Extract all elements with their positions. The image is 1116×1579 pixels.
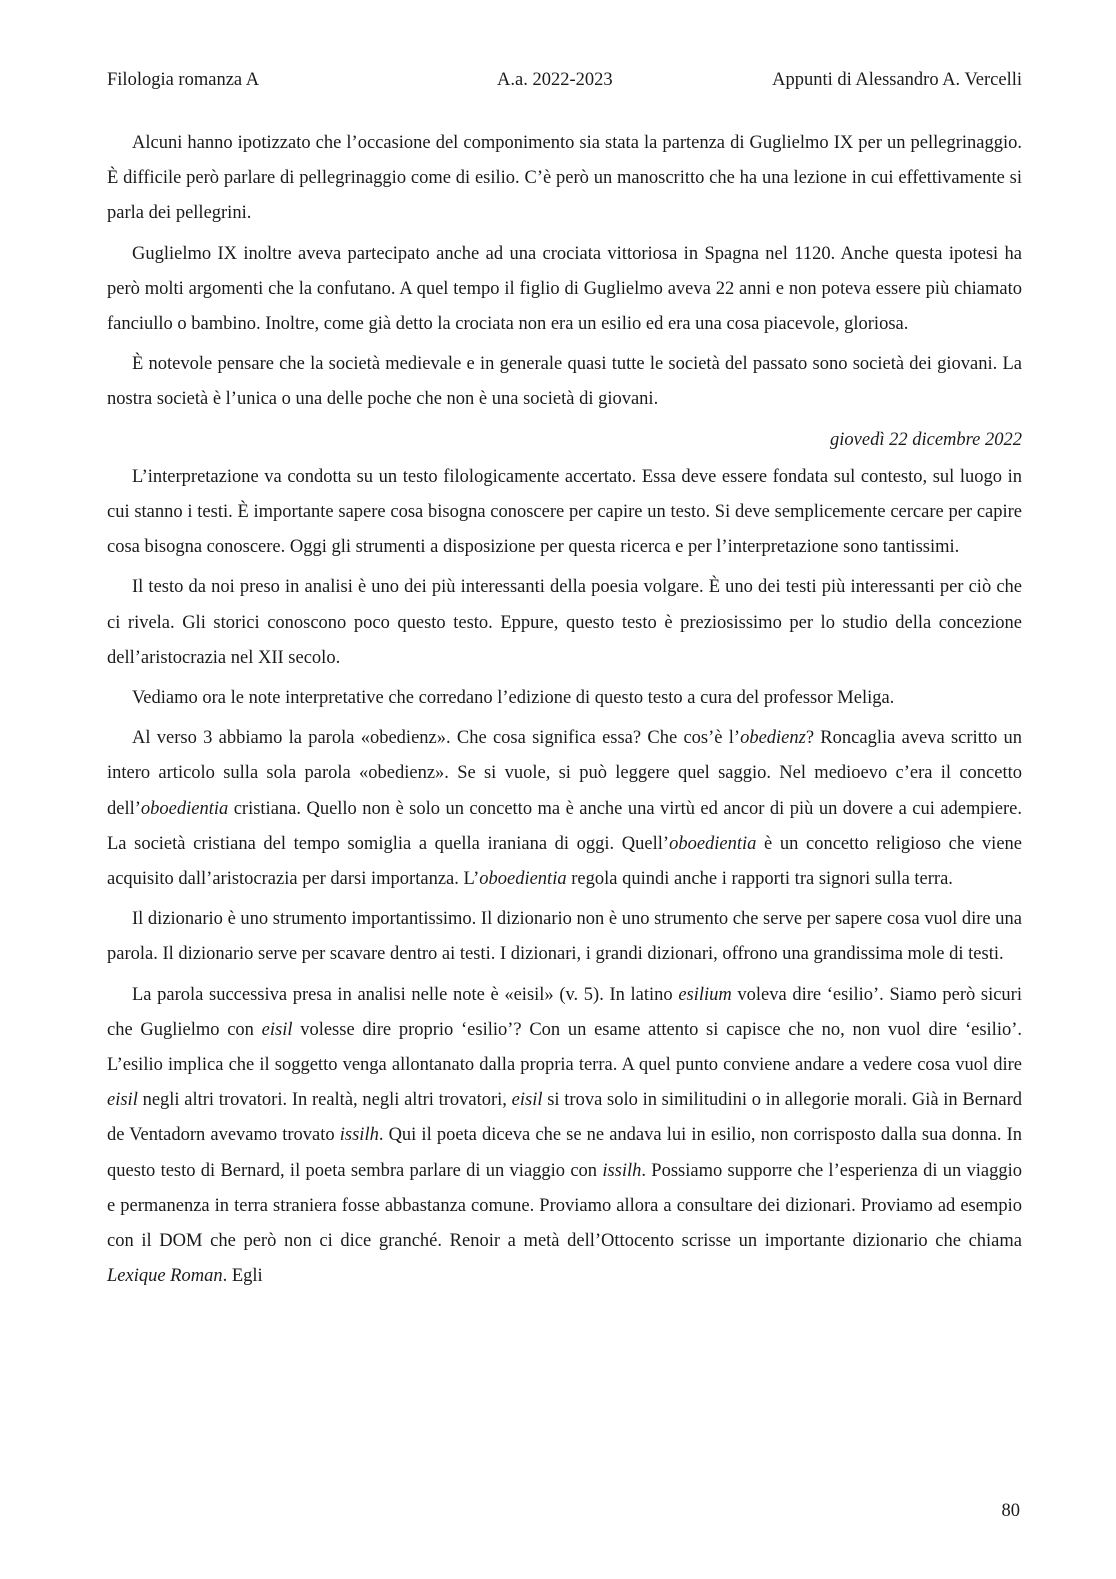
text-segment: negli altri trovatori. In realtà, negli altri trovatori,	[137, 1090, 512, 1111]
text-segment: La parola successiva presa in analisi nelle note è «eisil» (v. 5). In latino	[132, 984, 679, 1005]
italic-term: issilh	[339, 1125, 379, 1146]
text-segment: regola quindi anche i rapporti tra signori sulla terra.	[566, 869, 953, 890]
text-segment: Al verso 3 abbiamo la parola «obedienz». Che cosa significa essa? Che cos’è l’	[132, 728, 741, 749]
lecture-date: giovedì 22 dicembre 2022	[830, 429, 1022, 450]
text-segment: Guglielmo IX inoltre aveva partecipato anche ad una crociata vittoriosa in Spagna nel 1120. Anche questa ipotesi ha però molti argomenti che la confutano. A quel tempo il figlio di Guglielmo aveva 22 anni e non poteva essere più chiamato fanciullo o bambino. Inoltre, come già detto la crociata non era un esilio ed era una cosa piacevole, gloriosa.	[107, 243, 1022, 335]
page-number: 80	[1001, 1501, 1020, 1521]
paragraph-4	[107, 460, 1022, 566]
text-segment: Vediamo ora le note interpretative che corredano l’edizione di questo testo a cura del professor Meliga.	[132, 688, 895, 709]
body-text	[107, 126, 1022, 1300]
text-segment: cristiana. Quello non è solo un concetto ma è anche una virtù ed ancor di più un dovere a cui adempiere. La società cristiana del tempo somiglia a quella iraniana di oggi. Quell’	[107, 798, 1022, 854]
text-segment: È notevole pensare che la società medievale e in generale quasi tutte le società del passato sono società dei giovani. La nostra società è l’unica o una delle poche che non è una società di giovani.	[107, 354, 1022, 410]
header-author: Appunti di Alessandro A. Vercelli	[772, 70, 1022, 90]
text-segment: volesse dire proprio ‘esilio’? Con un esame attento si capisce che no, non vuol dire ‘esilio’. L’esilio implica che il soggetto venga allontanato dalla propria terra. A quel punto conviene andare a vedere cosa vuol dire	[107, 1019, 1023, 1076]
italic-term: esilium	[678, 984, 732, 1005]
text-segment: L’interpretazione va condotta su un testo filologicamente accertato. Essa deve essere fondata sul contesto, sul luogo in cui stanno i testi. È importante sapere cosa bisogna conoscere per capire un testo. Si deve semplicemente cercare per capire cosa bisogna conoscere. Oggi gli strumenti a disposizione per questa ricerca e per l’interpretazione sono tantissimi.	[107, 466, 1022, 558]
text-segment: ? Roncaglia aveva scritto un intero articolo sulla sola parola «obedienz». Se si vuole, si può leggere quel saggio. Nel medioevo c’era il concetto dell’	[107, 728, 1022, 819]
paragraph-6	[107, 681, 1022, 716]
italic-term: oboedientia	[479, 869, 567, 890]
text-segment: voleva dire ‘esilio’. Siamo però sicuri che Guglielmo con	[107, 984, 1022, 1040]
italic-term: eisil	[107, 1090, 138, 1111]
paragraph-8	[107, 902, 1022, 972]
italic-term: Lexique Roman	[107, 1266, 223, 1287]
italic-term: issilh	[602, 1160, 642, 1181]
paragraph-5	[107, 570, 1022, 676]
text-segment: Alcuni hanno ipotizzato che l’occasione del componimento sia stata la partenza di Guglielmo IX per un pellegrinaggio. È difficile però parlare di pellegrinaggio come di esilio. C’è però un manoscritto che ha una lezione in cui effettivamente si parla dei pellegrini.	[107, 133, 1022, 224]
text-segment: si trova solo in similitudini o in allegorie morali. Già in Bernard de Ventadorn avevamo trovato	[107, 1090, 1022, 1146]
paragraph-2	[107, 237, 1022, 343]
text-segment: . Egli	[222, 1266, 263, 1287]
italic-term: eisil	[261, 1019, 293, 1040]
italic-term: oboedientia	[669, 833, 757, 854]
paragraph-9	[107, 978, 1022, 1295]
paragraph-3	[107, 347, 1022, 417]
italic-term: obedienz	[740, 728, 806, 749]
italic-term: oboedientia	[140, 798, 229, 819]
text-segment: . Qui il poeta diceva che se ne andava lui in esilio, non corrisposto dalla sua donna. In questo testo di Bernard, il poeta sembra parlare di un viaggio con	[107, 1125, 1022, 1181]
header-course: Filologia romanza A	[107, 70, 260, 90]
text-segment: è un concetto religioso che viene acquisito dall’aristocrazia per darsi importanza. L’	[107, 833, 1022, 890]
italic-term: eisil	[511, 1090, 543, 1111]
paragraph-1	[107, 126, 1022, 232]
text-segment: Il testo da noi preso in analisi è uno dei più interessanti della poesia volgare. È uno dei testi più interessanti per ciò che ci rivela. Gli storici conoscono poco questo testo. Eppure, questo testo è preziosissimo per lo studio della concezione dell’aristocrazia nel XII secolo.	[107, 577, 1022, 668]
text-segment: Il dizionario è uno strumento importantissimo. Il dizionario non è uno strumento che serve per sapere cosa vuol dire una parola. Il dizionario serve per scavare dentro ai testi. I dizionari, i grandi dizionari, offrono una grandissima mole di testi.	[107, 909, 1022, 965]
header-academic-year: A.a. 2022-2023	[497, 70, 613, 90]
running-header	[107, 66, 1022, 94]
paragraph-7	[107, 721, 1022, 897]
text-segment: . Possiamo supporre che l’esperienza di un viaggio e permanenza in terra straniera fosse abbastanza comune. Proviamo allora a consultare dei dizionari. Proviamo ad esempio con il DOM che però non ci dice granché. Renoir a metà dell’Ottocento scrisse un importante dizionario che chiama	[107, 1160, 1022, 1252]
